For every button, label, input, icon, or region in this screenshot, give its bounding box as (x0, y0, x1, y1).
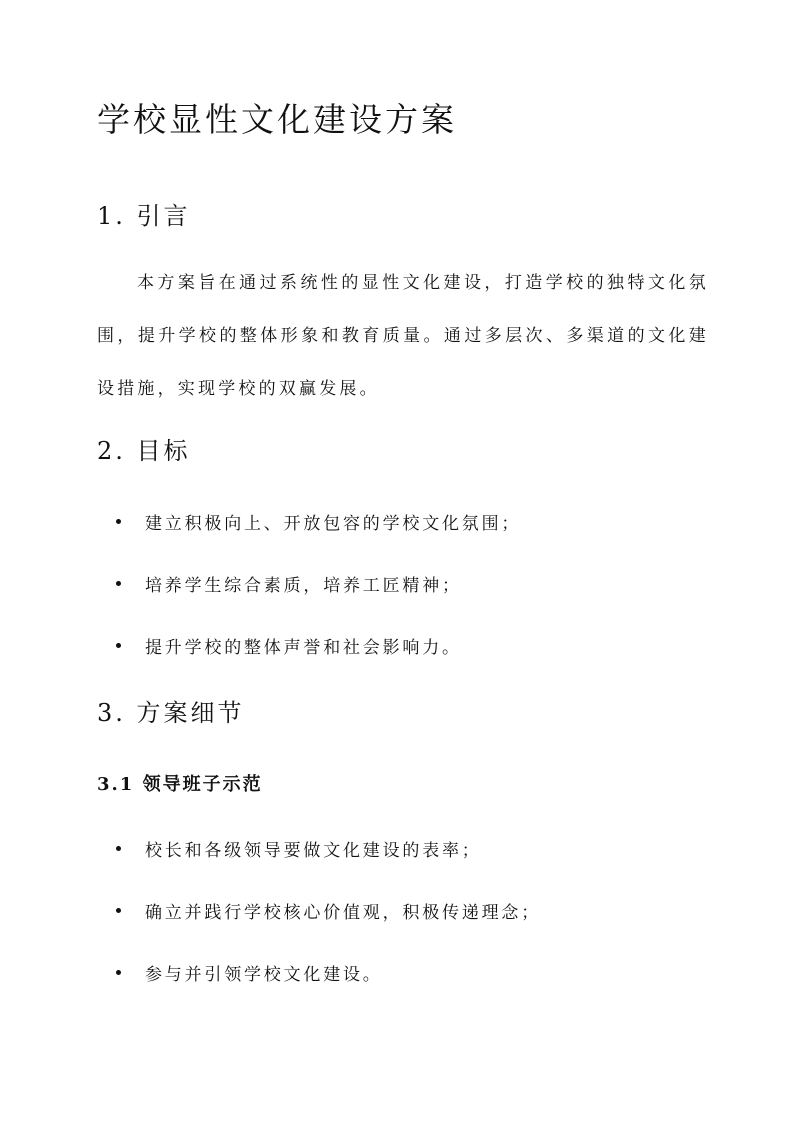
bullet-icon (116, 970, 121, 975)
bullet-icon (116, 519, 121, 524)
section-heading-goals: 2. 目标 (97, 437, 191, 465)
list-item-text: 确立并践行学校核心价值观，积极传递理念； (145, 903, 541, 923)
list-item-text: 培养学生综合素质，培养工匠精神； (145, 576, 462, 596)
goals-list (116, 509, 521, 695)
list-item-text: 建立积极向上、开放包容的学校文化氛围； (145, 514, 522, 534)
bullet-icon (116, 643, 121, 648)
list-item-text: 参与并引领学校文化建设。 (145, 965, 383, 985)
bullet-icon (116, 846, 121, 851)
introduction-paragraph: 本方案旨在通过系统性的显性文化建设，打造学校的独特文化氛围，提升学校的整体形象和教育质量。通过多层次、多渠道的文化建设措施，实现学校的双赢发展。 (97, 273, 709, 399)
list-item (116, 633, 521, 695)
section-heading-introduction: 1. 引言 (97, 202, 191, 230)
document-title: 学校显性文化建设方案 (97, 100, 457, 139)
list-item (116, 509, 521, 571)
bullet-icon (116, 908, 121, 913)
list-item (116, 571, 521, 633)
section-heading-plan-details: 3. 方案细节 (97, 699, 245, 727)
leadership-list (116, 836, 541, 1022)
list-item (116, 960, 541, 1022)
list-item (116, 836, 541, 898)
bullet-icon (116, 581, 121, 586)
list-item-text: 提升学校的整体声誉和社会影响力。 (145, 638, 462, 658)
list-item (116, 898, 541, 960)
list-item-text: 校长和各级领导要做文化建设的表率； (145, 841, 482, 861)
subsection-heading-leadership: 3.1 领导班子示范 (97, 774, 263, 795)
